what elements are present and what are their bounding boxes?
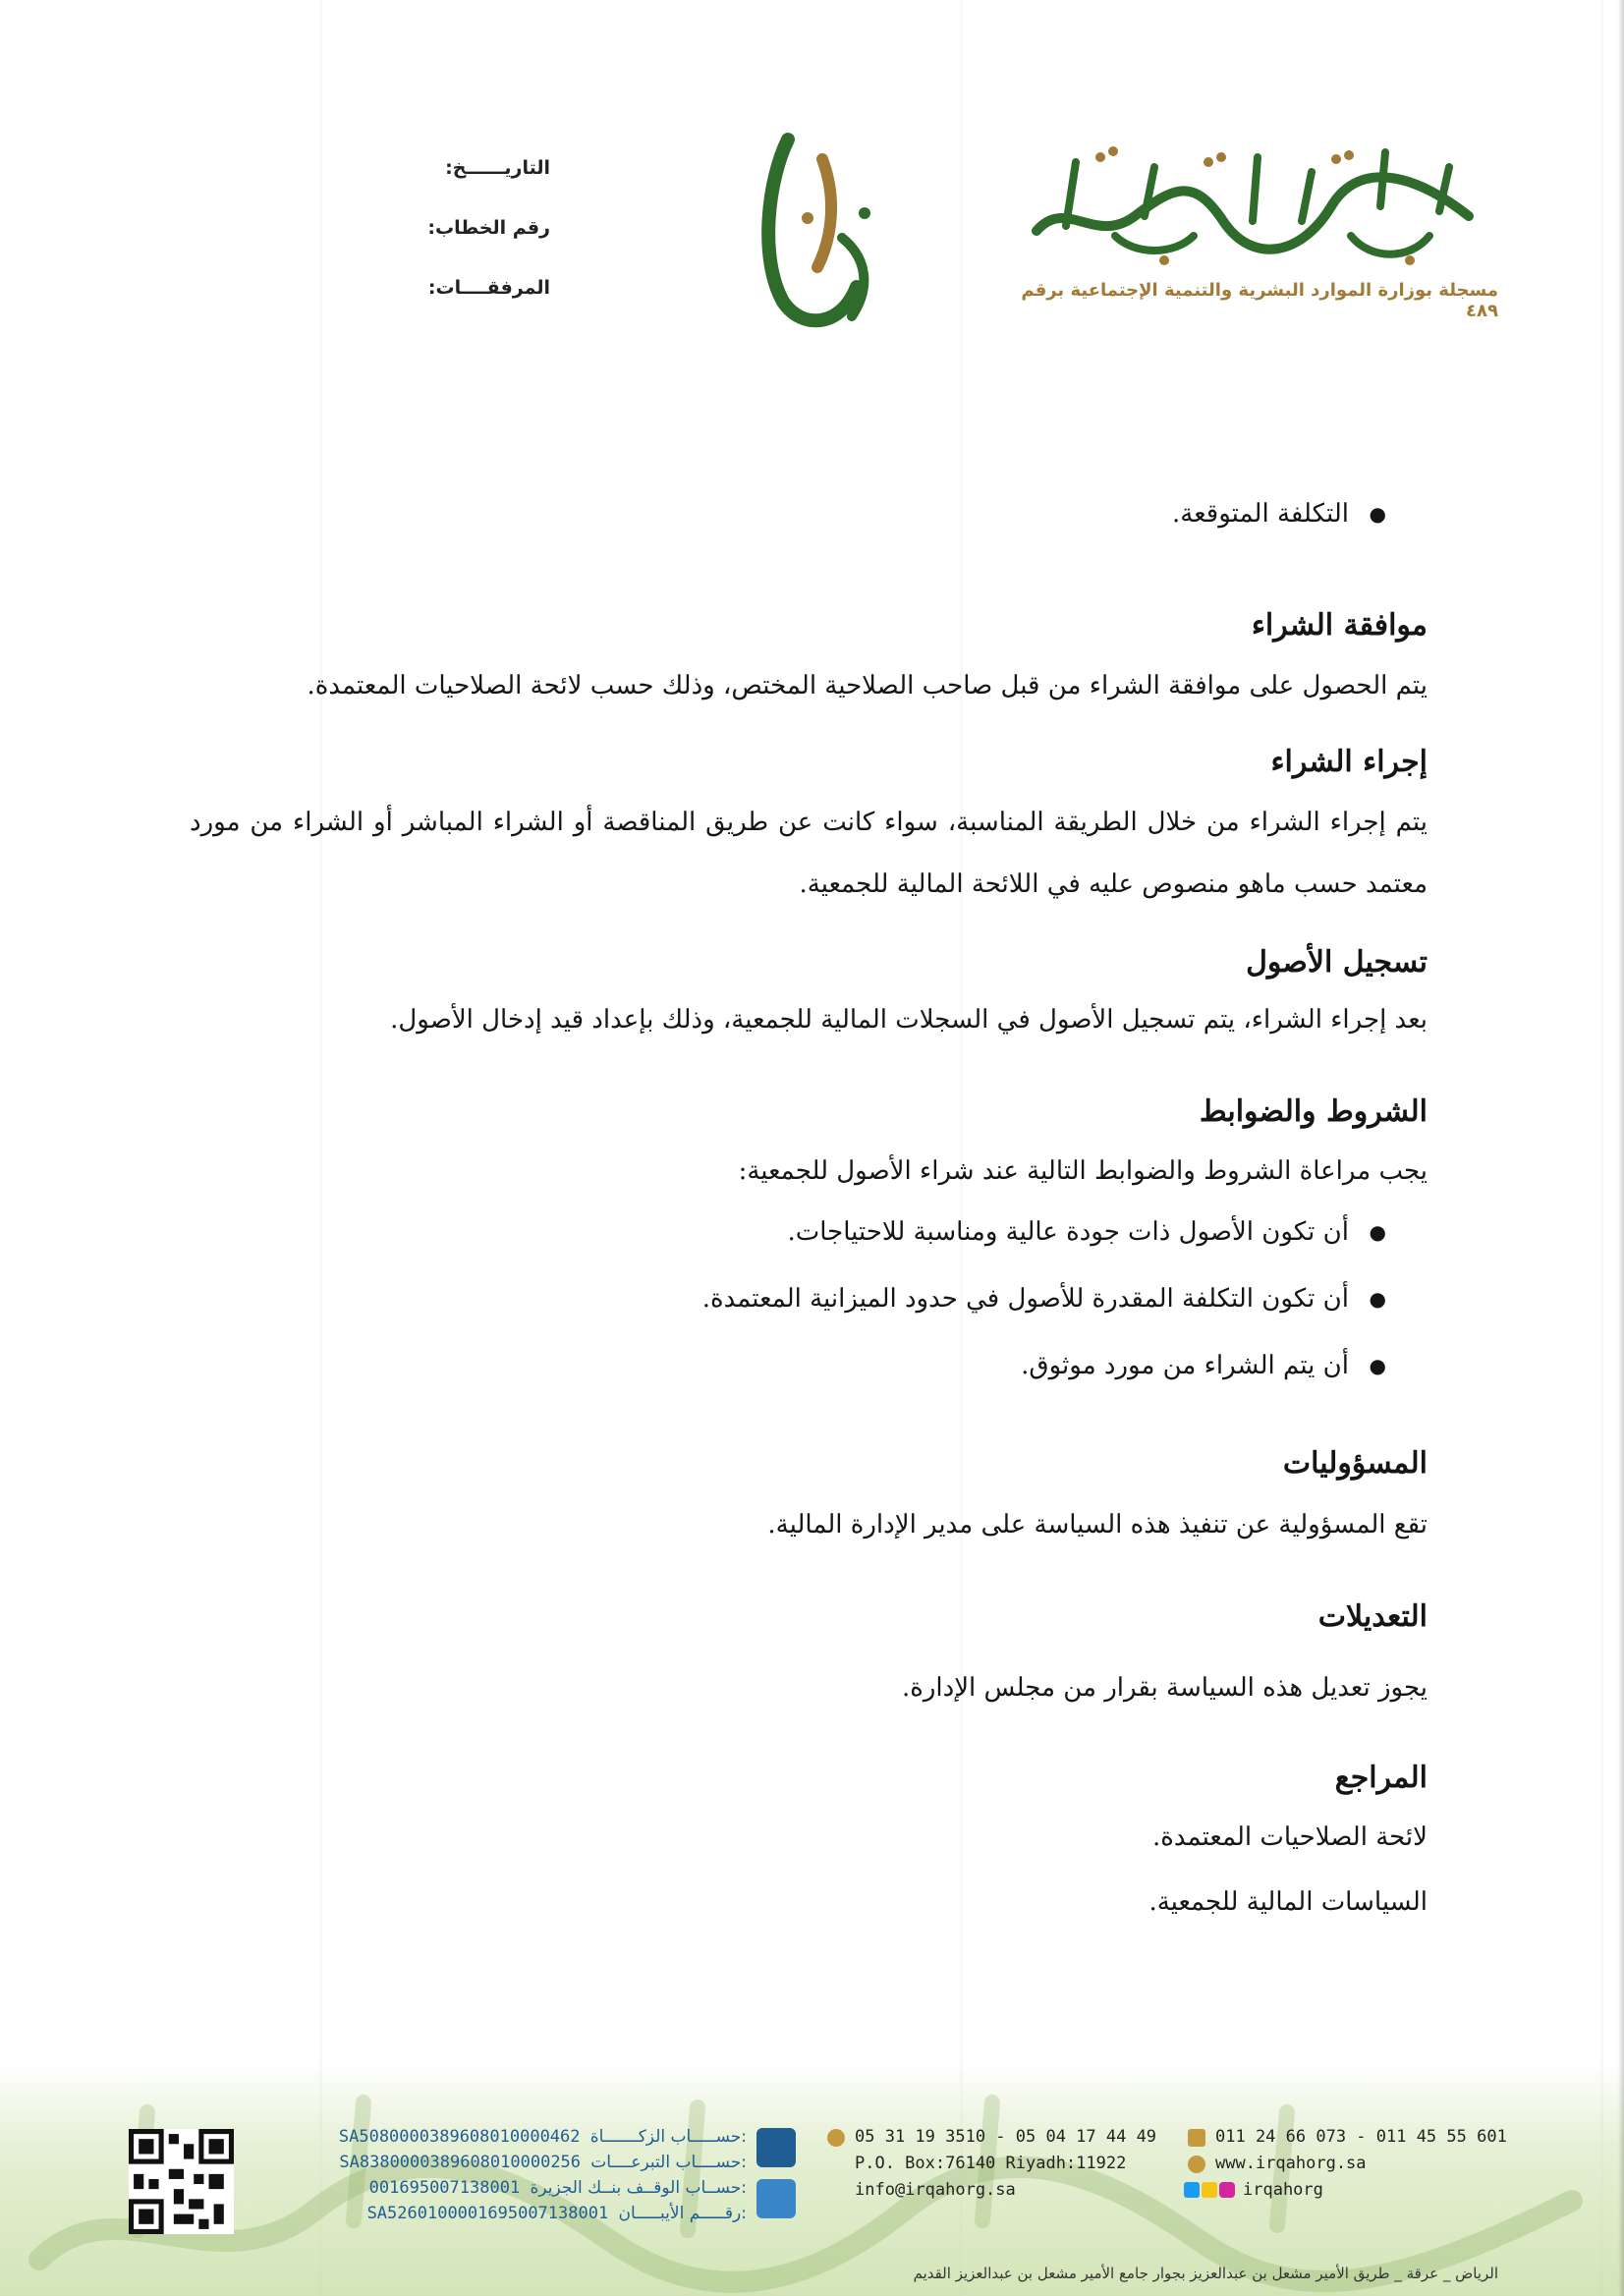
bank-row [273, 2175, 747, 2201]
list-item [190, 496, 1428, 532]
sanad-logo [749, 120, 886, 336]
bullet-icon: ● [1369, 1220, 1386, 1244]
bank-iban: 001695007138001 [368, 2178, 521, 2198]
reference-item: لائحة الصلاحيات المعتمدة. [1152, 1822, 1428, 1852]
bank-aljazira-icon [756, 2179, 796, 2218]
bank-iban: SA5080000389608010000462 [338, 2127, 581, 2147]
bullet-icon: ● [1369, 1287, 1386, 1311]
section-heading-approval: موافقة الشراء [1251, 608, 1428, 643]
bank-label: رقـــــم الأيبـــــان: [618, 2204, 747, 2223]
bank-logo-icon [756, 2128, 796, 2167]
reference-item: السياسات المالية للجمعية. [1148, 1887, 1428, 1917]
section-heading-responsibilities: المسؤوليات [1282, 1446, 1428, 1481]
contact-social: irqahorg [1184, 2177, 1508, 2204]
list-item-text: التكلفة المتوقعة. [1172, 499, 1349, 529]
bank-label: حســاب الوقــف بنــك الجزيرة: [530, 2178, 747, 2198]
bank-row [273, 2150, 747, 2175]
bank-accounts [273, 2124, 747, 2226]
list-item-text: أن يتم الشراء من مورد موثوق. [1021, 1351, 1349, 1380]
bank-label: حســــاب التبرعــــات: [590, 2153, 747, 2172]
bank-row [273, 2124, 747, 2150]
letter-footer [0, 2063, 1624, 2296]
list-item [190, 1281, 1428, 1316]
qr-code [129, 2129, 234, 2234]
date-label: التاريــــــخ: [445, 157, 550, 179]
section-paragraph-procedure: يتم إجراء الشراء من خلال الطريقة المناسبة، سواء كانت عن طريق المناقصة أو الشراء المباشر أو الشراء من مورد معتمد حسب ماهو منصوص عليه في اللائحة المالية للجمعية. [190, 808, 1428, 899]
attachments-label: المرفقــــات: [427, 277, 550, 299]
phone-icon [1188, 2129, 1205, 2147]
instagram-icon [1219, 2182, 1235, 2198]
section-heading-amendments: التعديلات [1317, 1599, 1428, 1634]
section-heading-references: المراجع [1334, 1761, 1428, 1795]
list-item [190, 1214, 1428, 1250]
section-paragraph-registration: بعد إجراء الشراء، يتم تسجيل الأصول في السجلات المالية للجمعية، وذلك بإعداد قيد إدخال الأصول. [390, 1005, 1428, 1035]
contact-website: www.irqahorg.sa [1184, 2151, 1508, 2177]
letter-body [190, 496, 1428, 1922]
footer-address: الرياض _ عرقة _ طريق الأمير مشعل بن عبدالعزيز بجوار جامع الأمير مشعل بن عبدالعزيز القديم [913, 2265, 1498, 2282]
letter-number-label: رقم الخطاب: [427, 217, 550, 239]
bullet-icon: ● [1369, 1354, 1386, 1377]
list-item [190, 1348, 1428, 1383]
contact-pobox: P.O. Box:76140 Riyadh:11922 [855, 2154, 1127, 2173]
list-item-text: أن تكون التكلفة المقدرة للأصول في حدود الميزانية المعتمدة. [701, 1284, 1349, 1314]
section-heading-conditions: الشروط والضوابط [1199, 1094, 1428, 1129]
contact-phone-column [1184, 2124, 1508, 2204]
section-paragraph-responsibilities: تقع المسؤولية عن تنفيذ هذه السياسة على مدير الإدارة المالية. [767, 1510, 1428, 1540]
section-intro-conditions: يجب مراعاة الشروط والضوابط التالية عند شراء الأصول للجمعية: [738, 1156, 1428, 1186]
bank-iban: SA8380000389608010000256 [339, 2153, 582, 2172]
bank-label: حســـــاب الزكـــــــاة: [589, 2127, 747, 2147]
contact-mobile-column [823, 2124, 1167, 2204]
mobile-icon [827, 2129, 845, 2147]
section-paragraph-amendments: يجوز تعديل هذه السياسة بقرار من مجلس الإدارة. [901, 1673, 1428, 1703]
section-heading-registration: تسجيل الأصول [1246, 945, 1428, 980]
section-heading-procedure: إجراء الشراء [1270, 745, 1428, 779]
list-item-text: أن تكون الأصول ذات جودة عالية ومناسبة للاحتياجات. [787, 1217, 1349, 1247]
org-registration: مسجلة بوزارة الموارد البشرية والتنمية الإجتماعية برقم ٤٨٩ [1021, 280, 1498, 321]
snapchat-icon [1202, 2182, 1217, 2198]
org-logo-calligraphy [1007, 138, 1498, 275]
letter-meta [373, 157, 550, 337]
contact-phone: 011 24 66 073 - 011 45 55 601 [1184, 2124, 1508, 2151]
globe-icon [1188, 2156, 1205, 2173]
section-paragraph-approval: يتم الحصول على موافقة الشراء من قبل صاحب الصلاحية المختص، وذلك حسب لائحة الصلاحيات المعتمدة. [307, 671, 1428, 700]
contact-mobile: 05 31 19 3510 - 05 04 17 44 49 [823, 2124, 1167, 2151]
bank-row [273, 2201, 747, 2226]
bank-iban: SA5260100001695007138001 [366, 2204, 609, 2223]
contact-email: info@irqahorg.sa [855, 2180, 1016, 2200]
bullet-icon: ● [1369, 502, 1386, 526]
org-logo [1007, 138, 1498, 321]
twitter-icon [1184, 2182, 1200, 2198]
